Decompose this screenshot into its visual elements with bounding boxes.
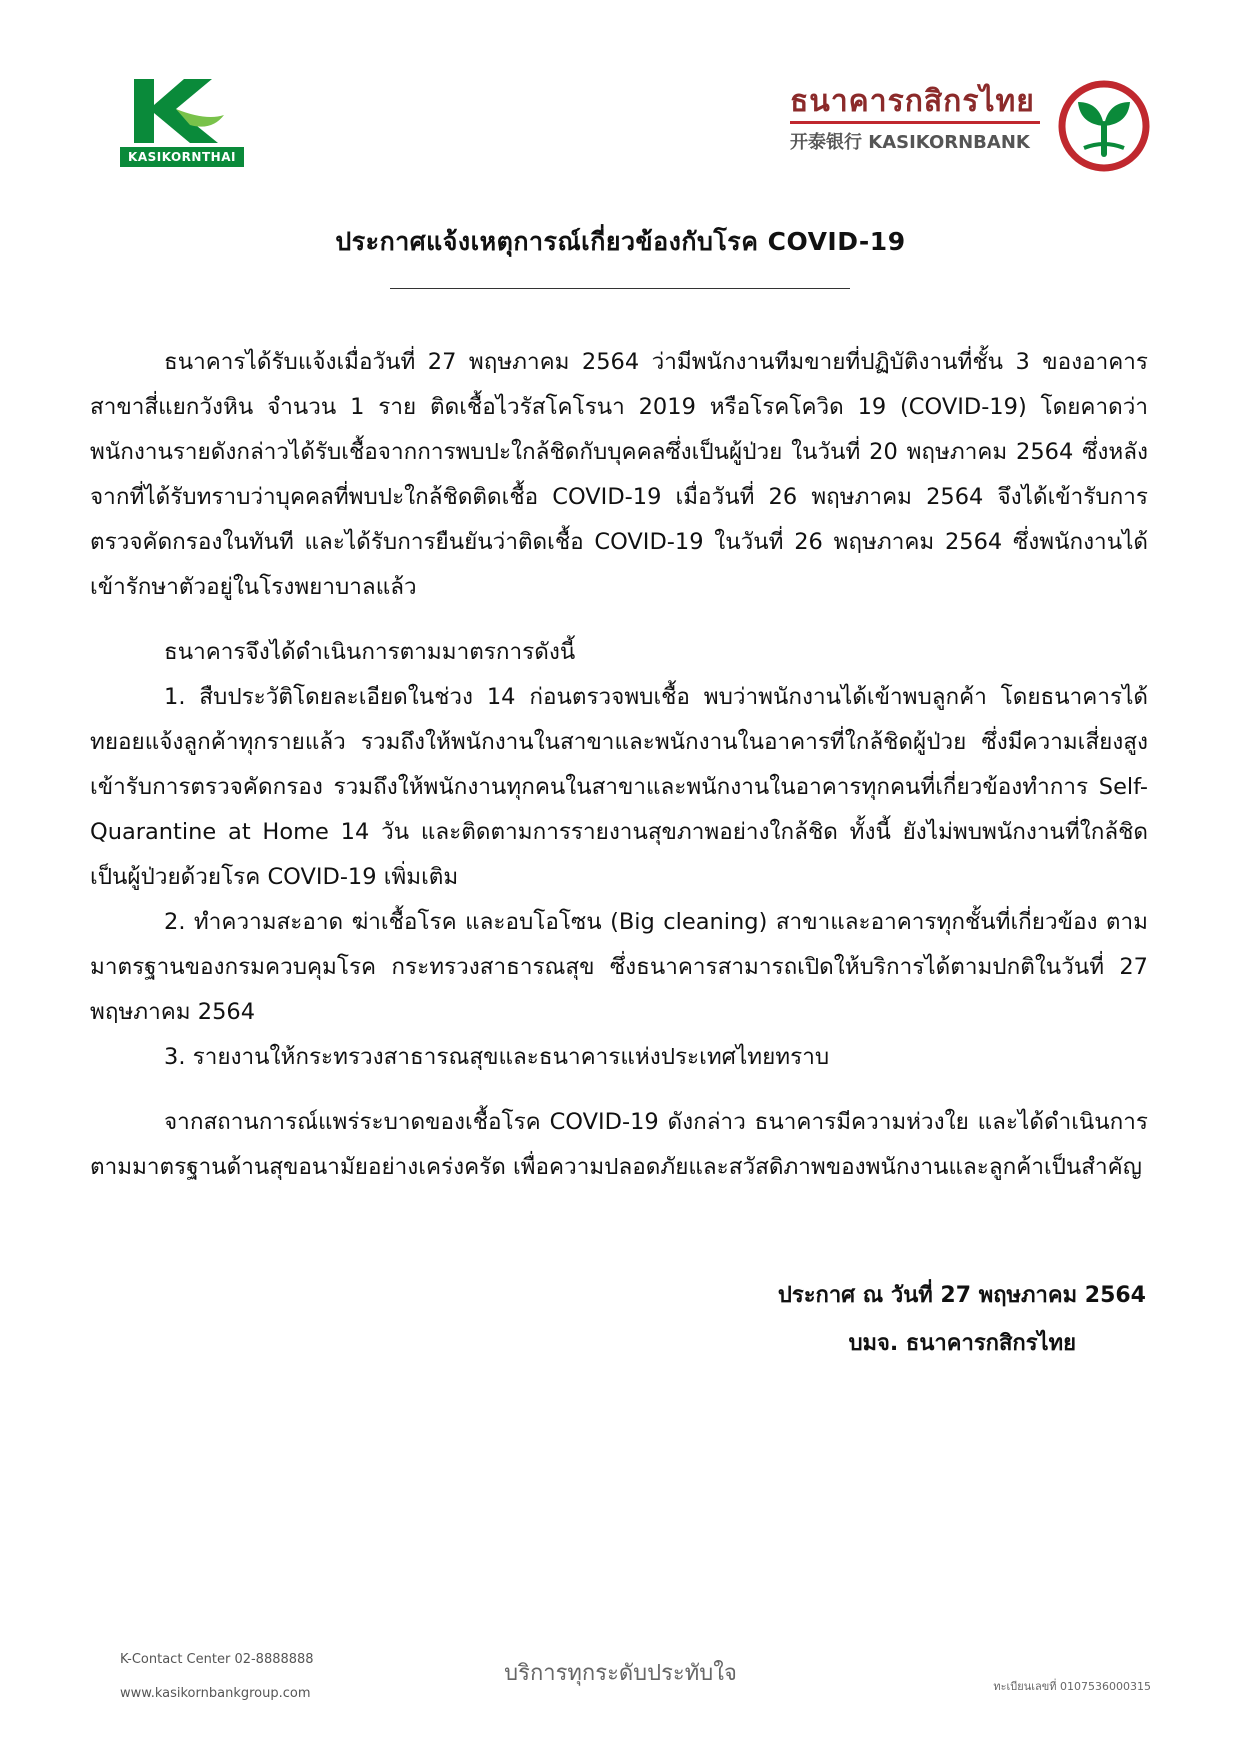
sign-company: บมจ. ธนาคารกสิกรไทย [848,1331,1076,1356]
footer [0,1635,1241,1715]
bank-name-rule [790,121,1040,124]
website-link[interactable]: www.kasikornbankgroup.com [120,1686,311,1701]
title-divider [390,288,850,289]
letterhead [0,0,1241,170]
measure-item-2: 2. ทำความสะอาด ฆ่าเชื้อโรค และอบโอโซน (Big cleaning) สาขาและอาคารทุกชั้นที่เกี่ยวข้อง ตามมาตรฐานของกรมควบคุมโรค กระทรวงสาธารณสุข ซึ่งธนาคารสามารถเปิดให้บริการได้ตามปกติในวันที่ 27 พฤษภาคม 2564 [90,909,1148,1025]
paragraph-measures-intro: ธนาคารจึงได้ดำเนินการตามมาตรการดังนี้ [164,639,576,665]
bank-name-thai: ธนาคารกสิกรไทย [790,84,1035,119]
sign-date: ประกาศ ณ วันที่ 27 พฤษภาคม 2564 [777,1283,1146,1308]
kasikornbank-logo [790,78,1160,168]
measure-item-1: 1. สืบประวัติโดยละเอียดในช่วง 14 ก่อนตรวจพบเชื้อ พบว่าพนักงานได้เข้าพบลูกค้า โดยธนาคารได้ทยอยแจ้งลูกค้าทุกรายแล้ว รวมถึงให้พนักงานในสาขาและพนักงานในอาคารที่ใกล้ชิดผู้ป่วย ซึ่งมีความเสี่ยงสูงเข้ารับการตรวจคัดกรอง รวมถึงให้พนักงานทุกคนในสาขาและพนักงานในอาคารทุกคนที่เกี่ยวข้องทำการ Self-Quarantine at Home 14 วัน และติดตามการรายงานสุขภาพอย่างใกล้ชิด ทั้งนี้ ยังไม่พบพนักงานที่ใกล้ชิดเป็นผู้ป่วยด้วยโรค COVID-19 เพิ่มเติม [90,684,1148,890]
measure-item-3: 3. รายงานให้กระทรวงสาธารณสุขและธนาคารแห่งประเทศไทยทราบ [164,1044,830,1070]
bank-name-english: 开泰银行 KASIKORNBANK [790,132,1030,153]
k-letter-icon [120,75,244,147]
announcement-body [90,340,1148,1190]
kasikornthai-logo [120,75,245,170]
signature-block [778,1272,1146,1368]
kasikornthai-wordmark: KASIKORNTHAI [120,147,244,167]
page-title: ประกาศแจ้งเหตุการณ์เกี่ยวข้องกับโรค COVID-19 [335,227,906,256]
contact-center-text: K-Contact Center 02-8888888 [120,1652,314,1667]
kbank-seal-icon [1058,80,1150,172]
footer-slogan: บริการทุกระดับประทับใจ [504,1661,737,1686]
footer-registration: ทะเบียนเลขที่ 0107536000315 [993,1680,1151,1693]
paragraph-incident: ธนาคารได้รับแจ้งเมื่อวันที่ 27 พฤษภาคม 2564 ว่ามีพนักงานทีมขายที่ปฏิบัติงานที่ชั้น 3 ของอาคารสาขาสี่แยกวังหิน จำนวน 1 ราย ติดเชื้อไวรัสโคโรนา 2019 หรือโรคโควิด 19 (COVID-19) โดยคาดว่าพนักงานรายดังกล่าวได้รับเชื้อจากการพบปะใกล้ชิดกับบุคคลซึ่งเป็นผู้ป่วย ในวันที่ 20 พฤษภาคม 2564 ซึ่งหลังจากที่ได้รับทราบว่าบุคคลที่พบปะใกล้ชิดติดเชื้อ COVID-19 เมื่อวันที่ 26 พฤษภาคม 2564 จึงได้เข้ารับการตรวจคัดกรองในทันที และได้รับการยืนยันว่าติดเชื้อ COVID-19 ในวันที่ 26 พฤษภาคม 2564 ซึ่งพนักงานได้เข้ารักษาตัวอยู่ในโรงพยาบาลแล้ว [90,349,1148,600]
paragraph-closing: จากสถานการณ์แพร่ระบาดของเชื้อโรค COVID-19 ดังกล่าว ธนาคารมีความห่วงใย และได้ดำเนินการตามมาตรฐานด้านสุขอนามัยอย่างเคร่งครัด เพื่อความปลอดภัยและสวัสดิภาพของพนักงานและลูกค้าเป็นสำคัญ [90,1109,1148,1180]
